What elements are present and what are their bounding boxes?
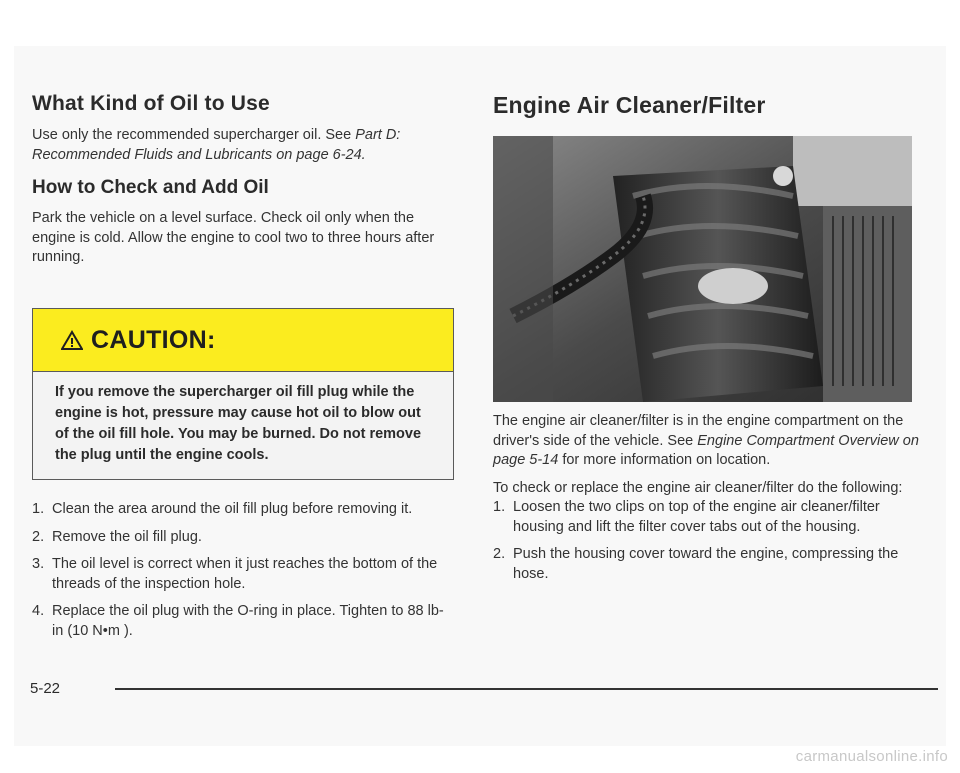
right-column: [493, 92, 923, 692]
step-number: 3.: [32, 556, 45, 572]
location-paragraph: [493, 412, 921, 471]
oil-type-reference: Part D: Recommended Fluids and Lubricants on page 6-24.: [32, 127, 401, 163]
oil-steps-list: [32, 500, 452, 649]
page-number: 5-22: [30, 680, 61, 697]
warning-triangle-icon: [61, 330, 83, 350]
oil-type-text: Use only the recommended supercharger oil. See: [32, 127, 356, 143]
step-text: Push the housing cover toward the engine, compressing the hose.: [513, 546, 899, 582]
list-item: [32, 555, 452, 594]
air-cleaner-text: [493, 412, 921, 592]
caution-text: If you remove the supercharger oil fill plug while the engine is hot, pressure may cause hot oil to blow out of the oil fill hole. You may be burned. Do not remove the plug until the engine cools.: [55, 384, 422, 463]
heading-air-cleaner: Engine Air Cleaner/Filter: [493, 92, 766, 118]
heading-oil-type: What Kind of Oil to Use: [32, 92, 270, 115]
step-text: Loosen the two clips on top of the engine air cleaner/filter housing and lift the filter cover tabs out of the housing.: [513, 499, 880, 535]
step-text: Replace the oil plug with the O-ring in place. Tighten to 88 lb-in (10 N•m ).: [52, 603, 444, 639]
list-item: [32, 500, 452, 520]
caution-banner: [33, 309, 453, 372]
left-column: [32, 92, 457, 692]
step-number: 1.: [32, 501, 45, 517]
caution-box: [32, 308, 454, 480]
step-number: 4.: [32, 603, 45, 619]
procedure-intro: To check or replace the engine air cleaner/filter do the following:: [493, 479, 903, 496]
list-item: [32, 528, 452, 548]
park-paragraph: Park the vehicle on a level surface. Check oil only when the engine is cold. Allow the engine to cool two to three hours after running.: [32, 210, 435, 265]
watermark-text: carmanualsonline.info: [795, 748, 948, 765]
oil-type-paragraph: [32, 126, 457, 165]
step-text: Clean the area around the oil fill plug before removing it.: [52, 501, 413, 517]
filter-steps-list: [493, 498, 921, 584]
engine-air-cleaner-photo: [493, 136, 912, 402]
caution-title: CAUTION:: [91, 325, 216, 354]
list-item: [493, 545, 921, 584]
step-number: 1.: [493, 499, 506, 515]
list-item: [32, 602, 452, 641]
location-text-end: for more information on location.: [558, 452, 771, 468]
location-text: The engine air cleaner/filter is in the engine compartment on the driver's side of the vehicle. See: [493, 413, 904, 449]
list-item: [493, 498, 921, 537]
footer-divider: [115, 688, 938, 690]
step-text: Remove the oil fill plug.: [52, 528, 202, 545]
step-text: The oil level is correct when it just reaches the bottom of the threads of the inspection hole.: [52, 556, 438, 592]
location-reference: Engine Compartment Overview on page 5-14: [493, 432, 919, 468]
heading-check-add-oil: How to Check and Add Oil: [32, 177, 269, 198]
step-number: 2.: [493, 546, 506, 562]
step-number: 2.: [32, 528, 45, 545]
